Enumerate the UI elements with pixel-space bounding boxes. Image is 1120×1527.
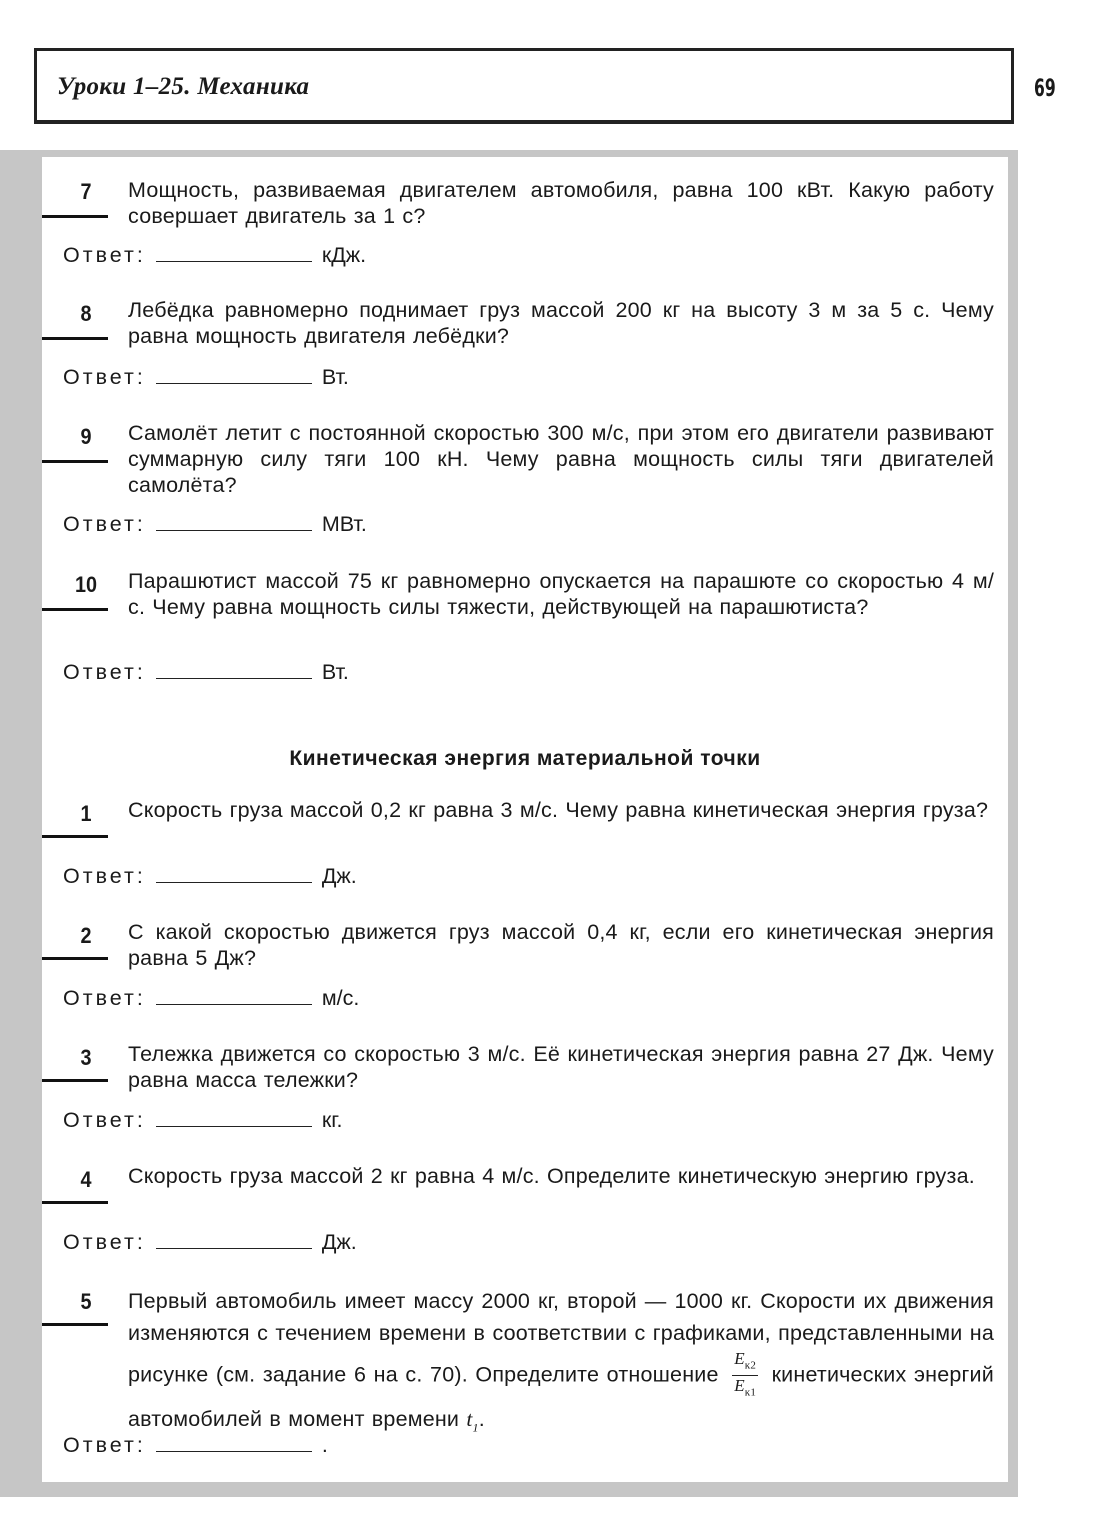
answer-line <box>63 243 366 268</box>
answer-label: Ответ: <box>63 1433 146 1457</box>
answer-unit: . <box>321 1433 328 1457</box>
answer-label: Ответ: <box>63 986 146 1010</box>
task-rule <box>42 460 108 463</box>
chapter-title: Уроки 1–25. Механика <box>57 73 310 100</box>
energy-ratio-fraction: $\frac{E_{к2}}{E_{к1}}$ <box>734 1349 757 1399</box>
answer-unit: кДж. <box>321 243 367 267</box>
answer-blank[interactable] <box>156 243 312 262</box>
task-text: Парашютист массой 75 кг равномерно опускается на парашюте со скоростью 4 м/с. Чему равна мощность силы тяжести, действующей на парашютиста? <box>128 569 994 619</box>
answer-blank[interactable] <box>156 864 312 883</box>
task-text-before: Первый автомобиль имеет массу 2000 кг, второй — 1000 кг. Скорости их движения изменяются с течением времени в соответствии с графиками, представленными на рисунке (см. задание 6 на с. 70). Определите отношение <box>128 1289 994 1387</box>
answer-label: Ответ: <box>63 660 146 684</box>
answer-line <box>63 864 357 889</box>
task-panel <box>42 157 1008 1482</box>
answer-blank[interactable] <box>156 1108 312 1127</box>
task-text: Скорость груза массой 0,2 кг равна 3 м/с. Чему равна кинетическая энергия груза? <box>128 798 989 822</box>
section-title: Кинетическая энергия материальной точки <box>289 747 761 770</box>
task-text: Тележка движется со скоростью 3 м/с. Её кинетическая энергия равна 27 Дж. Чему равна масса тележки? <box>128 1042 994 1092</box>
answer-label: Ответ: <box>63 1230 146 1254</box>
task-text: С какой скоростью движется груз массой 0,4 кг, если его кинетическая энергия равна 5 Дж? <box>128 920 994 970</box>
task-rule <box>42 1201 108 1204</box>
task-text: Самолёт летит с постоянной скоростью 300 м/с, при этом его двигатели развивают суммарную силу тяги 100 кН. Чему равна мощность силы тяги двигателей самолёта? <box>128 421 994 497</box>
answer-unit: Вт. <box>321 365 349 389</box>
answer-label: Ответ: <box>63 243 146 267</box>
answer-label: Ответ: <box>63 1108 146 1132</box>
task-rule <box>42 337 108 340</box>
task-rule <box>42 608 108 611</box>
task-number: 8 <box>80 301 92 326</box>
time-variable: $t_1$ <box>466 1406 479 1435</box>
task-text: Первый автомобиль имеет массу 2000 кг, второй — 1000 кг. Скорости их движения изменяются с течением времени в соответствии с графиками, представленными на рисунке (см. задание 6 на с. 70). Определите отношение $\frac{E_{к2}}{E_{к1}}$ кинетических энергий автомобилей в момент времени $t_1$. <box>128 1289 994 1435</box>
answer-label: Ответ: <box>63 512 146 536</box>
task-rule <box>42 1079 108 1082</box>
answer-label: Ответ: <box>63 365 146 389</box>
task-rule <box>42 835 108 838</box>
task-text-after: кинетических энергий автомобилей в момент времени <box>128 1362 994 1431</box>
task-number: 1 <box>80 801 92 826</box>
task-rule <box>42 1323 108 1326</box>
header-box <box>34 48 1014 124</box>
answer-line <box>63 1108 342 1133</box>
answer-unit: Дж. <box>321 1230 357 1254</box>
answer-blank[interactable] <box>156 512 312 531</box>
task-text: Лебёдка равномерно поднимает груз массой 200 кг на высоту 3 м за 5 с. Чему равна мощность двигателя лебёдки? <box>128 298 994 348</box>
answer-blank[interactable] <box>156 660 312 679</box>
task-rule <box>42 957 108 960</box>
task-number: 2 <box>80 923 92 948</box>
answer-unit: м/с. <box>321 986 360 1010</box>
task-number: 4 <box>80 1167 92 1192</box>
task-number: 10 <box>74 572 98 597</box>
answer-blank[interactable] <box>156 365 312 384</box>
task-number: 5 <box>80 1289 92 1314</box>
answer-line <box>63 660 349 685</box>
answer-unit: Дж. <box>321 864 357 888</box>
answer-unit: кг. <box>321 1108 343 1132</box>
task-text: Скорость груза массой 2 кг равна 4 м/с. Определите кинетическую энергию груза. <box>128 1164 975 1188</box>
answer-line <box>63 512 367 537</box>
answer-unit: МВт. <box>321 512 367 536</box>
answer-blank[interactable] <box>156 1433 312 1452</box>
task-number: 9 <box>80 424 92 449</box>
answer-blank[interactable] <box>156 986 312 1005</box>
answer-line <box>63 1230 357 1255</box>
answer-line <box>63 986 359 1011</box>
answer-label: Ответ: <box>63 864 146 888</box>
task-number: 7 <box>80 179 92 204</box>
page-number: 69 <box>1034 74 1056 102</box>
task-text: Мощность, развиваемая двигателем автомобиля, равна 100 кВт. Какую работу совершает двигатель за 1 с? <box>128 178 994 228</box>
answer-line <box>63 365 349 390</box>
answer-blank[interactable] <box>156 1230 312 1249</box>
answer-line <box>63 1433 328 1458</box>
answer-unit: Вт. <box>321 660 349 684</box>
task-rule <box>42 215 108 218</box>
task-number: 3 <box>80 1045 92 1070</box>
